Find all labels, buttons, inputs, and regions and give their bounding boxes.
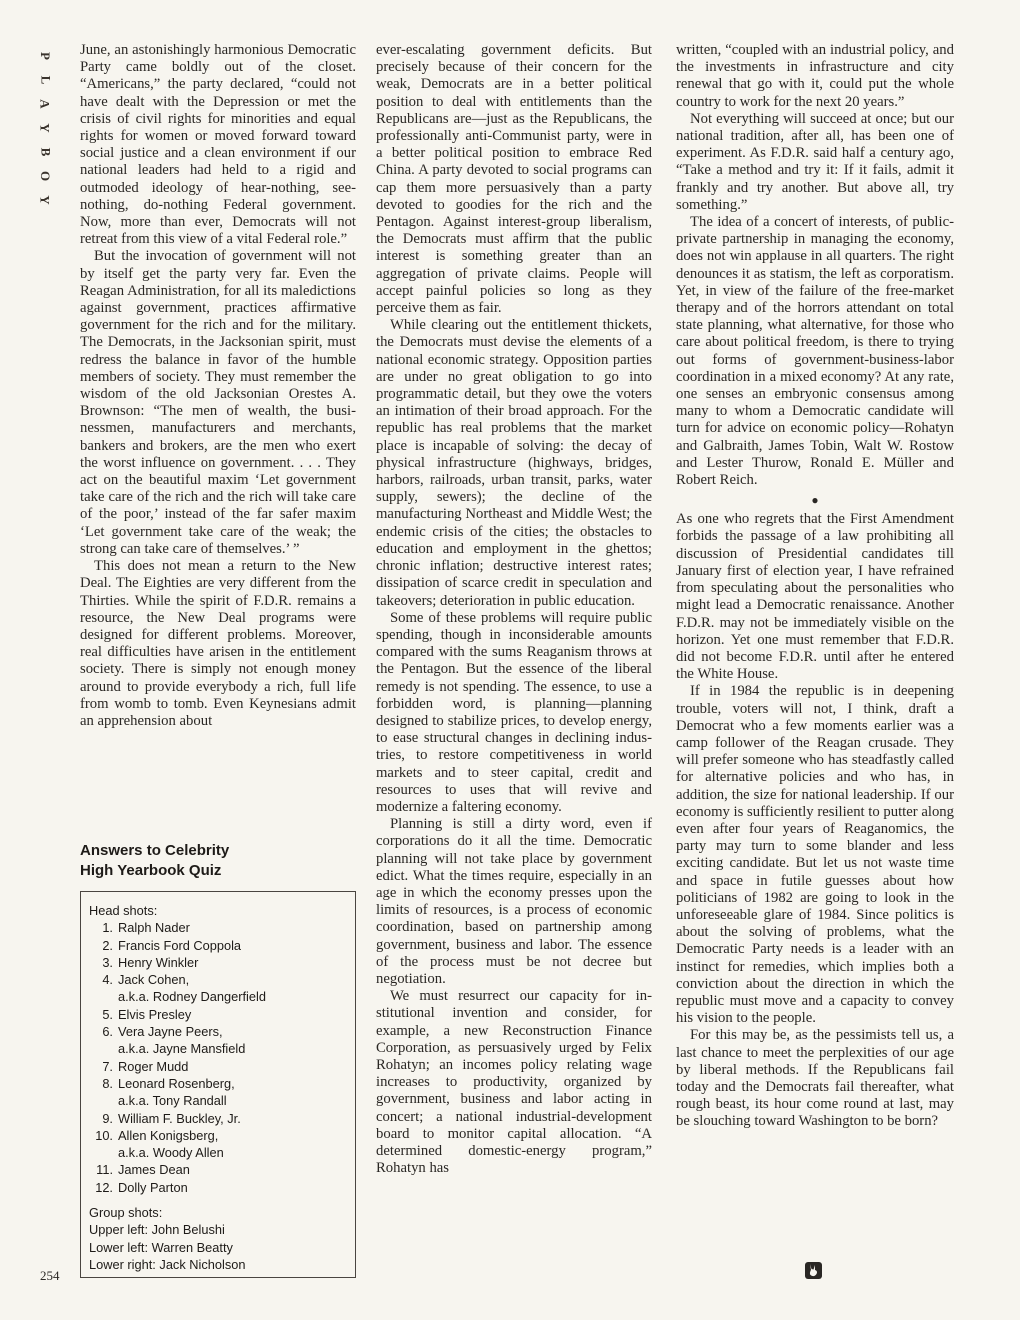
quiz-answers-box	[80, 891, 356, 1278]
answer-number: 11.	[96, 1162, 113, 1178]
quiz-answers-title	[80, 841, 360, 881]
quiz-title-line-1: Answers to Celebrity	[80, 842, 230, 859]
rabbit-head-end-mark-icon	[805, 1262, 822, 1279]
answer-number: 1.	[102, 920, 113, 936]
running-head-letter: A	[37, 99, 53, 109]
answer-number: 7.	[102, 1058, 113, 1074]
answer-number: 12.	[95, 1179, 113, 1195]
running-head-letter: L	[37, 75, 53, 85]
answer-name: Henry Winkler	[118, 954, 199, 970]
quiz-answer-item	[89, 1075, 347, 1092]
answer-number: 9.	[102, 1110, 113, 1126]
paragraph: While clearing out the entitlement thickets, the Democrats must devise the elements of a national economic strategy. Opposition parties are under no great obligation to go into programmatic detail, but they owe the voters an intimation of their broad approach. For the republic has real problems that the market place is incapable of solving: the decay of physical infrastructure (highways, bridges, harbors, railroads, urban transit, parks, water supply, sewers); the decline of the manufacturing Northeast and Middle West; the endemic crisis of the cities; the obstacles to education and employment in the ghettos; chronic inflation; destructive interest rates; dissipation of scarce credit in speculation and takeovers; deterioration in public education.	[376, 317, 652, 609]
answer-number: 5.	[102, 1006, 113, 1022]
running-head-letter: Y	[37, 123, 53, 133]
paragraph: If in 1984 the republic is in deepening trouble, voters will not, I think, draft a Democrat who a few moments earlier was a camp follower of the Reagan crusade. They will prefer someone who has steadfastly called for alternative policies and who has, in addition, the size for national leadership. If our economy is sufficiently resilient to putter along even after four years of Reaganomics, the party may turn to some blander and less exciting candidate. But let us not waste time and space in futile guesses about how politicians of 1982 are going to look in the unforeseeable glare of 1984. Since politics is about the solving of problems, what the Democratic Party needs is a leader with an instinct for remedies, which implies both a conviction about the direction in which the republic must move and a capacity to convey his vision to the people.	[676, 683, 954, 1027]
article-column-3	[676, 42, 954, 1131]
head-shots-label: Head shots:	[89, 903, 158, 918]
answer-number: 3.	[102, 954, 113, 970]
quiz-answer-item	[89, 1127, 347, 1144]
running-head-letter: Y	[37, 195, 53, 205]
answer-aka: a.k.a. Woody Allen	[118, 1145, 224, 1161]
running-head-letter: P	[37, 52, 53, 60]
running-head-letter: O	[38, 170, 53, 182]
quiz-title-line-2: High Yearbook Quiz	[80, 862, 222, 879]
section-break-bullet: ●	[811, 493, 819, 508]
answer-number: 4.	[102, 972, 113, 988]
answer-name: Allen Konigsberg,	[118, 1127, 219, 1143]
answer-name: William F. Buckley, Jr.	[118, 1110, 241, 1126]
column-3-part-1	[676, 42, 954, 489]
paragraph: Some of these problems will require public spending, though in inconsiderable amounts compared with the sums Reaganism throws at the Pentagon. But the essence of the liberal remedy is not spending. The essence, to use a forbidden word, is planning—planning designed to stabilize prices, to develop energy, to ease structural changes in declining industries, to restore competitiveness in world markets and to steer capital, credit and resources to uses that will revive and modernize a faltering economy.	[376, 609, 652, 815]
quiz-answer-item	[89, 1110, 347, 1127]
answer-name: Jack Cohen,	[118, 972, 190, 988]
group-shot-answer: Lower left: Warren Beatty	[89, 1239, 233, 1255]
quiz-answer-item	[89, 1161, 347, 1178]
answer-number: 10.	[95, 1127, 113, 1143]
quiz-answer-item	[89, 971, 347, 988]
answer-name: Leonard Rosenberg,	[118, 1075, 235, 1091]
answer-name: James Dean	[118, 1162, 190, 1178]
paragraph: ever-escalating government deficits. But precisely because of their concern for the weak, Democrats are in a better political position to deal with entitlements than the Republicans are—just as the Republicans, the professionally anti-Communist party, were in a better political position to embrace Red China. A party devoted to social programs can cap them more persuasively than a party devoted to goodies for the rich and the Pentagon. Against interest-group liberalism, the Democrats must affirm that the public interest is something greater than an aggregation of private claims. People will accept painful policies so long as they perceive them as fair.	[376, 42, 652, 317]
running-head-letter: B	[37, 147, 53, 157]
answer-name: Vera Jayne Peers,	[118, 1024, 223, 1040]
quiz-answer-item	[89, 1023, 347, 1040]
answer-number: 6.	[102, 1024, 113, 1040]
column-3-part-2	[676, 511, 954, 1130]
paragraph: But the invocation of government will not by itself get the party very far. Even the Reagan Administration, for all its maledictions against government, practices affirmative government for the rich and for the military. The Democrats, in the Jacksonian spirit, must redress the balance in favor of the humble members of society. They must remember the wisdom of the old Jacksonian Orestes A. Brownson: “The men of wealth, the businessmen, manufacturers and merchants, bankers and brokers, are the men who exert the worst influence on government. . . . They act on the beautiful maxim ‘Let government take care of the rich and the rich will take care of the poor,’ instead of the far safer maxim ‘Let government take care of the weak; the strong can take care of themselves.’ ”	[80, 248, 356, 557]
quiz-answer-item	[89, 954, 347, 971]
paragraph: written, “coupled with an industrial policy, and the investments in infrastructure and city renewal that go with it, could put the whole country to work for the next 20 years.”	[676, 42, 954, 110]
answer-aka: a.k.a. Tony Randall	[118, 1093, 227, 1109]
paragraph: Planning is still a dirty word, even if corporations do it all the time. Democratic planning will not take place by government edict. What the times require, especially in an age in which the economy presses upon the limits of resources, is a process of economic coordination, based on partnership among government, business and labor. The essence of the process must be not decree but negotiation.	[376, 816, 652, 987]
answer-name: Ralph Nader	[118, 920, 190, 936]
quiz-answer-item	[89, 1179, 347, 1196]
quiz-answer-item	[89, 1006, 347, 1023]
answer-name: Elvis Presley	[118, 1006, 192, 1022]
article-column-1	[80, 42, 356, 730]
page-number: 254	[40, 1268, 60, 1283]
answer-number: 8.	[102, 1075, 113, 1091]
quiz-answer-item	[89, 1058, 347, 1075]
answer-aka: a.k.a. Jayne Mansfield	[118, 1041, 246, 1057]
group-shots-list	[89, 1221, 347, 1273]
quiz-answer-item	[89, 937, 347, 954]
answer-name: Francis Ford Coppola	[118, 937, 242, 953]
group-shots-label: Group shots:	[89, 1205, 163, 1221]
article-column-2	[376, 42, 652, 1177]
answer-aka: a.k.a. Rodney Dangerfield	[118, 989, 266, 1005]
answer-number: 2.	[102, 937, 113, 953]
paragraph: June, an astonishingly harmonious Democratic Party came boldly out of the closet. “Americans,” the party declared, “could not have dealt with the Depression or met the crisis of civil rights for minorities and equal rights for women or moved forward toward social justice and a clean environment if our national leaders had held to a rigid and outmoded ideology of hear-nothing, see-nothing, do-nothing Federal government. Now, more than ever, Democrats will not retreat from this view of a vital Federal role.”	[80, 42, 356, 248]
paragraph: Not everything will succeed at once; but our national tradition, after all, has been one of experiment. As F.D.R. said half a century ago, “Take a method and try it: If it fails, admit it frankly and try another. But above all, try something.”	[676, 110, 954, 213]
group-shot-answer: Lower right: Jack Nicholson	[89, 1256, 246, 1272]
answer-name: Roger Mudd	[118, 1058, 189, 1074]
paragraph: The idea of a concert of interests, of public-private partnership in managing the economy, does not win applause in all quarters. The right denounces it as statism, the left as corporatism. Yet, in view of the failure of the free-market therapy and of the horrors attendant on total state planning, what alternative, for those who care about political freedom, is there to trying out forms of government-business-labor coordination in a mixed economy? At any rate, one senses an embryonic consensus among many to whom a Democratic candidate will turn for advice on economic policy—Rohatyn and Galbraith, James Tobin, Walt W. Rostow and Lester Thurow, Ronald E. Müller and Robert Reich.	[676, 214, 954, 489]
paragraph: We must resurrect our capacity for institutional invention and consider, for example, a new Reconstruction Finance Corporation, as persuasively urged by Felix Rohatyn; an incomes policy relating wage increases to productivity, organized by government, business and labor acting in concert; a national industrial-development board to monitor capital allocation. “A determined domestic-energy program,” Rohatyn has	[376, 988, 652, 1177]
paragraph: As one who regrets that the First Amendment forbids the passage of a law prohibiting all discussion of Presidential candidates till January first of election year, I have refrained from speculating about the personalities who might lead a Democratic renaissance. Another F.D.R. may not be immediately visible on the horizon. Yet one must remember that F.D.R. did not become F.D.R. until after he entered the White House.	[676, 511, 954, 683]
paragraph: For this may be, as the pessimists tell us, a last chance to meet the perplexities of our age by liberal methods. If the Republicans fail today and the Democrats fail thereafter, what rough beast, its hour come round at last, may be slouching toward Washington to be born?	[676, 1027, 954, 1130]
head-shots-list	[89, 919, 347, 1196]
quiz-answer-item	[89, 919, 347, 936]
rabbit-head-icon	[808, 1264, 819, 1277]
answer-name: Dolly Parton	[118, 1179, 188, 1195]
group-shot-answer: Upper left: John Belushi	[89, 1222, 225, 1238]
paragraph: This does not mean a return to the New Deal. The Eighties are very different from the Thirties. While the spirit of F.D.R. remains a resource, the New Deal programs were designed for different problems. Moreover, real difficulties have arisen in the entitlement society. There is simply not enough money around to provide everybody a rich, full life from womb to tomb. Even Keynesians admit an apprehension about	[80, 558, 356, 729]
running-head-playboy	[36, 44, 54, 212]
